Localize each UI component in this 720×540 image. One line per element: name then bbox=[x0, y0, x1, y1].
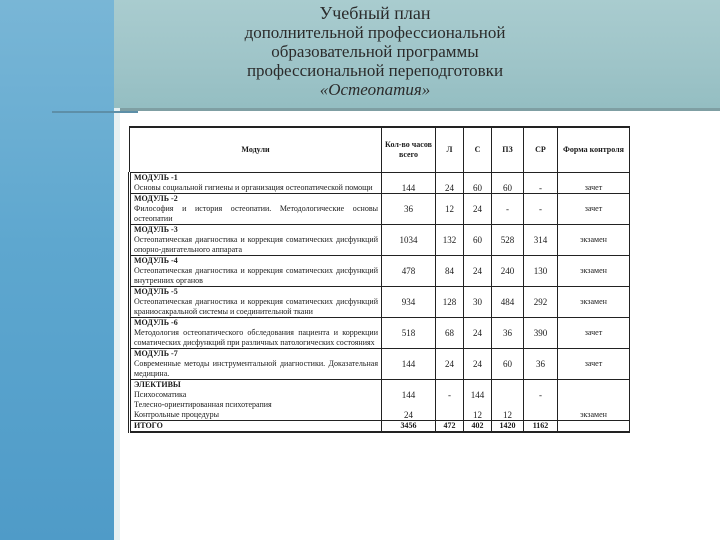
electives-heading: ЭЛЕКТИВЫ bbox=[134, 380, 181, 389]
curriculum-document bbox=[120, 124, 635, 534]
hours-cell: 1034 bbox=[382, 225, 436, 256]
module-cell bbox=[130, 173, 382, 194]
elective-pz: 12 bbox=[503, 410, 512, 420]
module-name: Современные методы инструментальной диагностики. Доказательная медицина. bbox=[134, 359, 378, 378]
form-cell: экзамен bbox=[558, 225, 630, 256]
title-banner-shadow bbox=[114, 108, 720, 111]
table-row bbox=[130, 256, 630, 287]
form-cell: экзамен bbox=[558, 256, 630, 287]
table-row bbox=[130, 349, 630, 380]
s-cell: 60 bbox=[464, 173, 492, 194]
hours-cell: 144 bbox=[382, 173, 436, 194]
header-pz: ПЗ bbox=[492, 127, 524, 173]
hours-cell: 144 bbox=[382, 349, 436, 380]
form-cell bbox=[558, 380, 630, 421]
elective-l: - bbox=[448, 390, 451, 400]
pz-cell: - bbox=[492, 194, 524, 225]
form-cell: зачет bbox=[558, 194, 630, 225]
l-cell: 24 bbox=[436, 349, 464, 380]
pz-cell: 60 bbox=[492, 349, 524, 380]
module-name: Методология остеопатического обследования пациента и коррекции соматических дисфункций при различных патологических состояниях bbox=[134, 328, 378, 347]
module-heading: МОДУЛЬ -7 bbox=[134, 349, 178, 358]
module-cell bbox=[130, 225, 382, 256]
l-cell: 24 bbox=[436, 173, 464, 194]
pz-cell: 528 bbox=[492, 225, 524, 256]
module-heading: МОДУЛЬ -4 bbox=[134, 256, 178, 265]
title-line-1: Учебный план bbox=[319, 3, 431, 23]
hours-cell: 518 bbox=[382, 318, 436, 349]
module-cell bbox=[130, 349, 382, 380]
s-cell bbox=[464, 380, 492, 421]
title-line-3: образовательной программы bbox=[271, 42, 479, 61]
sr-cell: 130 bbox=[524, 256, 558, 287]
s-cell: 24 bbox=[464, 194, 492, 225]
table-header-row bbox=[130, 127, 630, 173]
header-hours: Кол-во часов всего bbox=[382, 127, 436, 173]
sr-cell: - bbox=[524, 173, 558, 194]
l-cell bbox=[436, 380, 464, 421]
elective-s: 12 bbox=[473, 410, 482, 420]
form-cell: зачет bbox=[558, 318, 630, 349]
elective-s: 144 bbox=[470, 390, 485, 400]
slide-title bbox=[160, 4, 590, 99]
module-name: Остеопатическая диагностика и коррекция соматических дисфункций внутренних органов bbox=[134, 266, 378, 285]
total-label: ИТОГО bbox=[130, 421, 382, 433]
l-cell: 132 bbox=[436, 225, 464, 256]
hours-cell: 478 bbox=[382, 256, 436, 287]
hours-cell bbox=[382, 380, 436, 421]
header-form: Форма контроля bbox=[558, 127, 630, 173]
header-module: Модули bbox=[130, 127, 382, 173]
module-heading: МОДУЛЬ -1 bbox=[134, 173, 178, 182]
total-pz: 1420 bbox=[492, 421, 524, 433]
sr-cell: 314 bbox=[524, 225, 558, 256]
module-cell bbox=[130, 287, 382, 318]
total-form bbox=[558, 421, 630, 433]
total-l: 472 bbox=[436, 421, 464, 433]
elective-form bbox=[561, 400, 626, 410]
module-heading: МОДУЛЬ -5 bbox=[134, 287, 178, 296]
module-heading: МОДУЛЬ -3 bbox=[134, 225, 178, 234]
pz-cell: 60 bbox=[492, 173, 524, 194]
header-s: С bbox=[464, 127, 492, 173]
elective-s bbox=[467, 400, 488, 410]
module-cell bbox=[130, 194, 382, 225]
left-decorative-band bbox=[0, 0, 114, 540]
header-sr: СР bbox=[524, 127, 558, 173]
elective-name: Телесно-ориентированная психотерапия bbox=[134, 400, 272, 409]
module-name: Остеопатическая диагностика и коррекция соматических дисфункций краниосакральной системы и соединительной ткани bbox=[134, 297, 378, 316]
elective-form bbox=[561, 390, 626, 400]
pz-cell: 240 bbox=[492, 256, 524, 287]
module-cell bbox=[130, 318, 382, 349]
l-cell: 84 bbox=[436, 256, 464, 287]
elective-name: Контрольные процедуры bbox=[134, 410, 220, 419]
sr-cell: 390 bbox=[524, 318, 558, 349]
elective-name: Психосоматика bbox=[134, 390, 187, 399]
module-name: Основы социальной гигиены и организация остеопатической помощи bbox=[134, 183, 373, 192]
elective-hours: 24 bbox=[404, 410, 413, 420]
sr-cell bbox=[524, 380, 558, 421]
pz-cell: 36 bbox=[492, 318, 524, 349]
table-row bbox=[130, 287, 630, 318]
form-cell: экзамен bbox=[558, 287, 630, 318]
sr-cell: - bbox=[524, 194, 558, 225]
module-name: Философия и история остеопатии. Методологические основы остеопатии bbox=[134, 204, 378, 223]
elective-hours bbox=[385, 400, 432, 410]
elective-sr: - bbox=[539, 390, 542, 400]
pz-cell bbox=[492, 380, 524, 421]
total-sr: 1162 bbox=[524, 421, 558, 433]
s-cell: 24 bbox=[464, 256, 492, 287]
table-row bbox=[130, 225, 630, 256]
form-cell: зачет bbox=[558, 349, 630, 380]
elective-form: экзамен bbox=[580, 410, 607, 419]
sr-cell: 36 bbox=[524, 349, 558, 380]
curriculum-table bbox=[128, 126, 630, 433]
module-heading: МОДУЛЬ -6 bbox=[134, 318, 178, 327]
total-row bbox=[130, 421, 630, 433]
electives-row bbox=[130, 380, 630, 421]
module-heading: МОДУЛЬ -2 bbox=[134, 194, 178, 203]
title-line-4: профессиональной переподготовки bbox=[246, 61, 504, 80]
hours-cell: 36 bbox=[382, 194, 436, 225]
title-line-2: дополнительной профессиональной bbox=[244, 23, 506, 42]
elective-pz bbox=[495, 400, 520, 410]
decorative-line bbox=[52, 111, 138, 113]
s-cell: 24 bbox=[464, 349, 492, 380]
s-cell: 24 bbox=[464, 318, 492, 349]
sr-cell: 292 bbox=[524, 287, 558, 318]
total-hours: 3456 bbox=[382, 421, 436, 433]
elective-pz bbox=[495, 390, 520, 400]
electives-cell bbox=[130, 380, 382, 421]
header-l: Л bbox=[436, 127, 464, 173]
table-row bbox=[130, 318, 630, 349]
l-cell: 12 bbox=[436, 194, 464, 225]
s-cell: 30 bbox=[464, 287, 492, 318]
form-cell: зачет bbox=[558, 173, 630, 194]
module-cell bbox=[130, 256, 382, 287]
title-line-5: «Остеопатия» bbox=[319, 80, 431, 99]
table-row bbox=[130, 173, 630, 194]
hours-cell: 934 bbox=[382, 287, 436, 318]
pz-cell: 484 bbox=[492, 287, 524, 318]
l-cell: 68 bbox=[436, 318, 464, 349]
table-row bbox=[130, 194, 630, 225]
elective-hours: 144 bbox=[401, 390, 416, 400]
module-name: Остеопатическая диагностика и коррекция соматических дисфункций опорно-двигательного аппарата bbox=[134, 235, 378, 254]
s-cell: 60 bbox=[464, 225, 492, 256]
total-s: 402 bbox=[464, 421, 492, 433]
l-cell: 128 bbox=[436, 287, 464, 318]
